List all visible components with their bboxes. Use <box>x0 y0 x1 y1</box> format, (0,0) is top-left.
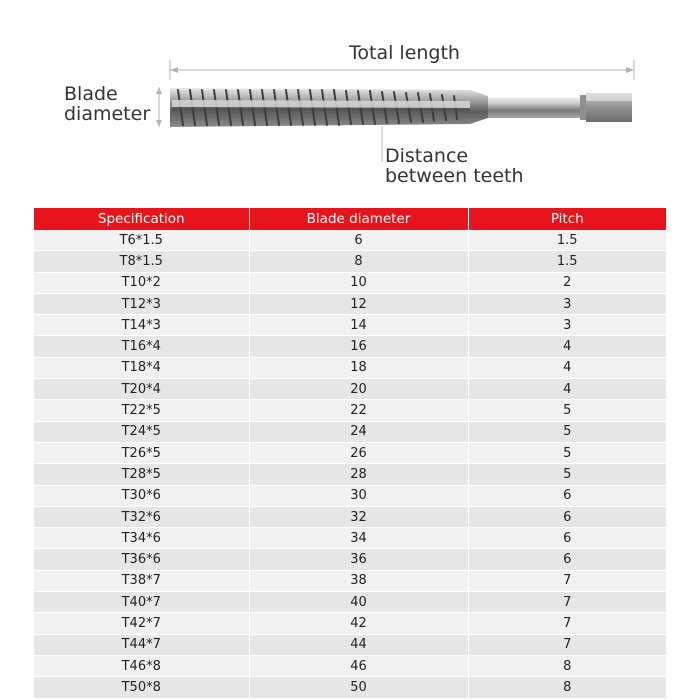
spec-cell: T38*7 <box>34 570 249 591</box>
pitch-cell: 7 <box>468 613 666 634</box>
table-row <box>34 549 666 570</box>
diameter-cell: 32 <box>249 506 468 527</box>
table-row <box>34 272 666 293</box>
diameter-cell: 14 <box>249 315 468 336</box>
table-row <box>34 464 666 485</box>
spec-cell: T16*4 <box>34 336 249 357</box>
diameter-cell: 50 <box>249 677 468 698</box>
table-row <box>34 442 666 463</box>
pitch-cell: 6 <box>468 549 666 570</box>
table-row <box>34 293 666 314</box>
table-row <box>34 677 666 698</box>
blade-diameter-label <box>64 84 150 124</box>
diameter-cell: 38 <box>249 570 468 591</box>
diameter-cell: 18 <box>249 357 468 378</box>
table-row <box>34 570 666 591</box>
diameter-cell: 8 <box>249 251 468 272</box>
table-row <box>34 528 666 549</box>
spec-cell: T46*8 <box>34 655 249 676</box>
spec-cell: T34*6 <box>34 528 249 549</box>
spec-cell: T6*1.5 <box>34 230 249 251</box>
spec-cell: T20*4 <box>34 379 249 400</box>
diameter-cell: 30 <box>249 485 468 506</box>
table-row <box>34 485 666 506</box>
header-pitch: Pitch <box>468 208 666 230</box>
specification-table <box>34 208 666 699</box>
pitch-cell: 1.5 <box>468 230 666 251</box>
spec-cell: T26*5 <box>34 442 249 463</box>
table-row <box>34 506 666 527</box>
spec-cell: T8*1.5 <box>34 251 249 272</box>
pitch-cell: 8 <box>468 677 666 698</box>
diameter-cell: 24 <box>249 421 468 442</box>
header-specification: Specification <box>34 208 249 230</box>
pitch-cell: 7 <box>468 592 666 613</box>
pitch-cell: 5 <box>468 442 666 463</box>
table-row <box>34 336 666 357</box>
pitch-cell: 6 <box>468 485 666 506</box>
diameter-cell: 26 <box>249 442 468 463</box>
distance-label-line2: between teeth <box>385 165 524 187</box>
pitch-cell: 7 <box>468 570 666 591</box>
table-row <box>34 379 666 400</box>
tap-dimension-diagram <box>0 0 700 200</box>
table-row <box>34 357 666 378</box>
spec-cell: T10*2 <box>34 272 249 293</box>
spec-cell: T50*8 <box>34 677 249 698</box>
shank <box>488 97 580 118</box>
spec-cell: T40*7 <box>34 592 249 613</box>
spec-cell: T42*7 <box>34 613 249 634</box>
table-row <box>34 655 666 676</box>
spec-cell: T30*6 <box>34 485 249 506</box>
pitch-cell: 4 <box>468 379 666 400</box>
table-row <box>34 592 666 613</box>
table-row <box>34 230 666 251</box>
pitch-cell: 5 <box>468 421 666 442</box>
total-length-label: Total length <box>349 42 460 64</box>
spec-cell: T12*3 <box>34 293 249 314</box>
pitch-cell: 4 <box>468 357 666 378</box>
spec-cell: T14*3 <box>34 315 249 336</box>
spec-cell: T28*5 <box>34 464 249 485</box>
diameter-cell: 22 <box>249 400 468 421</box>
header-blade-diameter: Blade diameter <box>249 208 468 230</box>
diameter-cell: 46 <box>249 655 468 676</box>
diameter-cell: 40 <box>249 592 468 613</box>
blade-diameter-label-line2: diameter <box>64 103 151 125</box>
pitch-cell: 1.5 <box>468 251 666 272</box>
diameter-cell: 12 <box>249 293 468 314</box>
diameter-cell: 36 <box>249 549 468 570</box>
diameter-cell: 6 <box>249 230 468 251</box>
spec-cell: T18*4 <box>34 357 249 378</box>
pitch-cell: 6 <box>468 506 666 527</box>
spec-cell: T32*6 <box>34 506 249 527</box>
pitch-cell: 3 <box>468 315 666 336</box>
pitch-cell: 2 <box>468 272 666 293</box>
table-row <box>34 251 666 272</box>
spec-cell: T24*5 <box>34 421 249 442</box>
pitch-cell: 4 <box>468 336 666 357</box>
pitch-cell: 5 <box>468 464 666 485</box>
diameter-cell: 34 <box>249 528 468 549</box>
blade-diameter-label-line1: Blade <box>64 83 118 105</box>
distance-label-line1: Distance <box>385 145 469 167</box>
diameter-cell: 10 <box>249 272 468 293</box>
distance-between-teeth-label <box>385 146 524 186</box>
table-row <box>34 421 666 442</box>
table-row <box>34 315 666 336</box>
table-row <box>34 634 666 655</box>
spec-cell: T22*5 <box>34 400 249 421</box>
diameter-cell: 28 <box>249 464 468 485</box>
pitch-cell: 7 <box>468 634 666 655</box>
table-header-row <box>34 208 666 230</box>
pitch-cell: 6 <box>468 528 666 549</box>
diameter-cell: 20 <box>249 379 468 400</box>
diameter-cell: 16 <box>249 336 468 357</box>
pitch-cell: 3 <box>468 293 666 314</box>
table-row <box>34 613 666 634</box>
pitch-cell: 5 <box>468 400 666 421</box>
pitch-cell: 8 <box>468 655 666 676</box>
spec-cell: T44*7 <box>34 634 249 655</box>
diameter-cell: 44 <box>249 634 468 655</box>
diameter-cell: 42 <box>249 613 468 634</box>
spec-cell: T36*6 <box>34 549 249 570</box>
table-row <box>34 400 666 421</box>
